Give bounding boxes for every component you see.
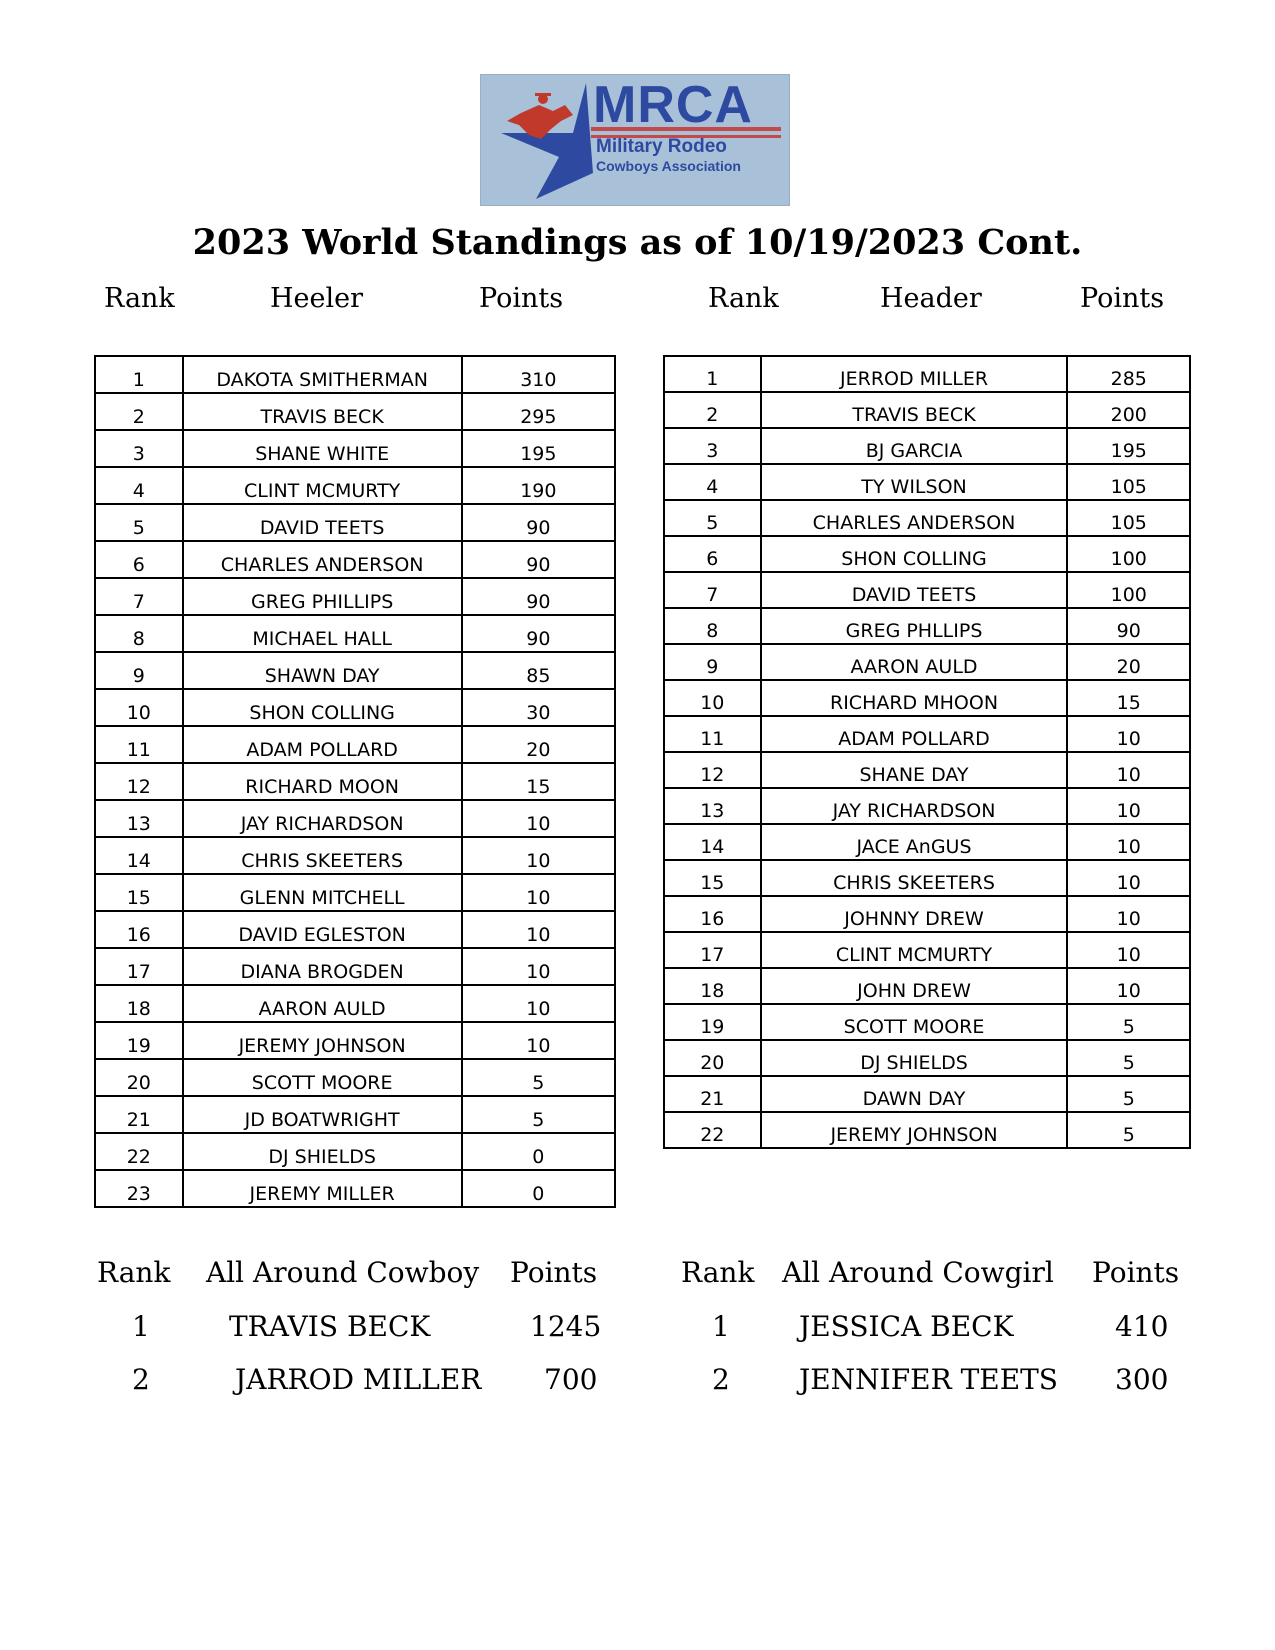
header-points-cell: 105 xyxy=(1067,500,1190,536)
header-points-cell: 10 xyxy=(1067,968,1190,1004)
heeler-rank-cell: 12 xyxy=(95,763,183,800)
header-points-cell: 10 xyxy=(1067,716,1190,752)
header-name-cell: BJ GARCIA xyxy=(761,428,1068,464)
logo-line-1: Military Rodeo xyxy=(596,136,727,157)
heeler-name-cell: AARON AULD xyxy=(183,985,462,1022)
table-row xyxy=(664,1004,1190,1040)
heeler-name-cell: GREG PHILLIPS xyxy=(183,578,462,615)
heeler-rank-cell: 15 xyxy=(95,874,183,911)
header-rank-cell: 21 xyxy=(664,1076,761,1112)
header-name-cell: SHON COLLING xyxy=(761,536,1068,572)
table-row xyxy=(95,430,615,467)
heeler-points-cell: 10 xyxy=(462,874,615,911)
heeler-points-cell: 0 xyxy=(462,1133,615,1170)
heeler-name-cell: SHON COLLING xyxy=(183,689,462,726)
header-name-cell: JOHN DREW xyxy=(761,968,1068,1004)
cowboy-name: TRAVIS BECK xyxy=(229,1310,431,1343)
header-rank-cell: 6 xyxy=(664,536,761,572)
table-row xyxy=(664,572,1190,608)
header-points-cell: 10 xyxy=(1067,824,1190,860)
cowgirl-rank: 2 xyxy=(712,1363,730,1396)
header-rank-cell: 22 xyxy=(664,1112,761,1148)
header-rank-cell: 19 xyxy=(664,1004,761,1040)
table-row xyxy=(95,948,615,985)
heeler-rank-cell: 10 xyxy=(95,689,183,726)
heeler-table xyxy=(94,355,616,1208)
header-name-cell: JERROD MILLER xyxy=(761,356,1068,392)
heeler-points-cell: 10 xyxy=(462,985,615,1022)
heeler-name-cell: SHANE WHITE xyxy=(183,430,462,467)
header-rank-cell: 2 xyxy=(664,392,761,428)
heeler-points-header: Points xyxy=(479,283,564,314)
table-row xyxy=(664,536,1190,572)
heeler-points-cell: 20 xyxy=(462,726,615,763)
table-row xyxy=(95,541,615,578)
header-rank-cell: 18 xyxy=(664,968,761,1004)
cowboy-name: JARROD MILLER xyxy=(235,1363,482,1396)
cowgirl-name: JENNIFER TEETS xyxy=(799,1363,1058,1396)
table-row xyxy=(95,1133,615,1170)
header-points-cell: 10 xyxy=(1067,860,1190,896)
heeler-points-cell: 5 xyxy=(462,1059,615,1096)
heeler-points-cell: 0 xyxy=(462,1170,615,1207)
header-name-cell: CLINT MCMURTY xyxy=(761,932,1068,968)
heeler-points-cell: 10 xyxy=(462,837,615,874)
heeler-rank-header: Rank xyxy=(104,283,175,314)
table-row xyxy=(664,788,1190,824)
table-row xyxy=(95,1096,615,1133)
heeler-rank-cell: 4 xyxy=(95,467,183,504)
table-row xyxy=(664,464,1190,500)
header-points-cell: 200 xyxy=(1067,392,1190,428)
cowboy-name-header: All Around Cowboy xyxy=(206,1256,480,1289)
cowgirl-points: 300 xyxy=(1115,1363,1169,1396)
header-name-cell: JOHNNY DREW xyxy=(761,896,1068,932)
heeler-name-cell: CHRIS SKEETERS xyxy=(183,837,462,874)
cowboy-points: 1245 xyxy=(530,1310,602,1343)
header-rank-cell: 14 xyxy=(664,824,761,860)
heeler-name-cell: SHAWN DAY xyxy=(183,652,462,689)
table-row xyxy=(95,1059,615,1096)
header-points-cell: 90 xyxy=(1067,608,1190,644)
heeler-rank-cell: 19 xyxy=(95,1022,183,1059)
heeler-points-cell: 190 xyxy=(462,467,615,504)
heeler-points-cell: 5 xyxy=(462,1096,615,1133)
header-points-cell: 285 xyxy=(1067,356,1190,392)
table-row xyxy=(664,500,1190,536)
header-name-cell: ADAM POLLARD xyxy=(761,716,1068,752)
cowboy-rank: 2 xyxy=(132,1363,150,1396)
table-row xyxy=(95,1022,615,1059)
header-name-cell: JEREMY JOHNSON xyxy=(761,1112,1068,1148)
heeler-name-header: Heeler xyxy=(270,283,364,314)
heeler-rank-cell: 7 xyxy=(95,578,183,615)
table-row xyxy=(664,860,1190,896)
header-rank-cell: 1 xyxy=(664,356,761,392)
header-rank-cell: 8 xyxy=(664,608,761,644)
heeler-rank-cell: 1 xyxy=(95,356,183,393)
table-row xyxy=(95,393,615,430)
heeler-rank-cell: 6 xyxy=(95,541,183,578)
cowgirl-points: 410 xyxy=(1115,1310,1169,1343)
header-rank-cell: 15 xyxy=(664,860,761,896)
heeler-name-cell: RICHARD MOON xyxy=(183,763,462,800)
table-row xyxy=(95,1170,615,1207)
heeler-points-cell: 310 xyxy=(462,356,615,393)
cowgirl-name: JESSICA BECK xyxy=(799,1310,1014,1343)
header-name-header: Header xyxy=(880,283,982,314)
table-row xyxy=(664,716,1190,752)
heeler-points-cell: 10 xyxy=(462,1022,615,1059)
header-points-cell: 105 xyxy=(1067,464,1190,500)
heeler-rank-cell: 3 xyxy=(95,430,183,467)
header-rank-cell: 17 xyxy=(664,932,761,968)
logo-line-2: Cowboys Association xyxy=(596,158,741,174)
header-name-cell: SHANE DAY xyxy=(761,752,1068,788)
header-points-cell: 10 xyxy=(1067,932,1190,968)
table-row xyxy=(664,932,1190,968)
heeler-name-cell: DAKOTA SMITHERMAN xyxy=(183,356,462,393)
table-row xyxy=(95,689,615,726)
heeler-points-cell: 295 xyxy=(462,393,615,430)
header-rank-cell: 4 xyxy=(664,464,761,500)
header-rank-header: Rank xyxy=(708,283,779,314)
heeler-rank-cell: 21 xyxy=(95,1096,183,1133)
heeler-name-cell: TRAVIS BECK xyxy=(183,393,462,430)
header-name-cell: CHRIS SKEETERS xyxy=(761,860,1068,896)
table-row xyxy=(664,752,1190,788)
cowboy-points: 700 xyxy=(544,1363,598,1396)
header-rank-cell: 16 xyxy=(664,896,761,932)
table-row xyxy=(664,1040,1190,1076)
table-row xyxy=(664,644,1190,680)
heeler-name-cell: JD BOATWRIGHT xyxy=(183,1096,462,1133)
header-points-cell: 5 xyxy=(1067,1040,1190,1076)
table-row xyxy=(664,608,1190,644)
header-name-cell: SCOTT MOORE xyxy=(761,1004,1068,1040)
table-row xyxy=(95,615,615,652)
heeler-name-cell: SCOTT MOORE xyxy=(183,1059,462,1096)
header-rank-cell: 13 xyxy=(664,788,761,824)
header-name-cell: DAWN DAY xyxy=(761,1076,1068,1112)
table-row xyxy=(95,837,615,874)
cowgirl-name-header: All Around Cowgirl xyxy=(782,1256,1054,1289)
cowboy-rank-header: Rank xyxy=(97,1256,171,1289)
heeler-rank-cell: 23 xyxy=(95,1170,183,1207)
table-row xyxy=(95,985,615,1022)
heeler-points-cell: 10 xyxy=(462,911,615,948)
header-points-cell: 5 xyxy=(1067,1004,1190,1040)
header-name-cell: GREG PHLLIPS xyxy=(761,608,1068,644)
header-rank-cell: 11 xyxy=(664,716,761,752)
table-row xyxy=(95,652,615,689)
header-name-cell: RICHARD MHOON xyxy=(761,680,1068,716)
heeler-points-cell: 15 xyxy=(462,763,615,800)
header-points-cell: 5 xyxy=(1067,1076,1190,1112)
heeler-rank-cell: 14 xyxy=(95,837,183,874)
header-points-cell: 10 xyxy=(1067,896,1190,932)
heeler-name-cell: GLENN MITCHELL xyxy=(183,874,462,911)
page-title: 2023 World Standings as of 10/19/2023 Cont. xyxy=(192,222,1083,263)
header-rank-cell: 9 xyxy=(664,644,761,680)
heeler-rank-cell: 16 xyxy=(95,911,183,948)
heeler-points-cell: 90 xyxy=(462,541,615,578)
table-row xyxy=(664,356,1190,392)
heeler-points-cell: 90 xyxy=(462,615,615,652)
header-points-cell: 10 xyxy=(1067,788,1190,824)
heeler-rank-cell: 18 xyxy=(95,985,183,1022)
heeler-points-cell: 10 xyxy=(462,948,615,985)
cowboy-rank: 1 xyxy=(132,1310,150,1343)
header-name-cell: TY WILSON xyxy=(761,464,1068,500)
table-row xyxy=(664,680,1190,716)
heeler-rank-cell: 20 xyxy=(95,1059,183,1096)
heeler-name-cell: JEREMY JOHNSON xyxy=(183,1022,462,1059)
heeler-name-cell: DAVID TEETS xyxy=(183,504,462,541)
heeler-name-cell: ADAM POLLARD xyxy=(183,726,462,763)
header-points-cell: 100 xyxy=(1067,536,1190,572)
header-rank-cell: 12 xyxy=(664,752,761,788)
header-name-cell: AARON AULD xyxy=(761,644,1068,680)
header-points-cell: 10 xyxy=(1067,752,1190,788)
heeler-rank-cell: 2 xyxy=(95,393,183,430)
table-row xyxy=(95,504,615,541)
table-row xyxy=(664,968,1190,1004)
table-row xyxy=(95,874,615,911)
heeler-rank-cell: 13 xyxy=(95,800,183,837)
table-row xyxy=(664,428,1190,464)
table-row xyxy=(95,578,615,615)
heeler-name-cell: CLINT MCMURTY xyxy=(183,467,462,504)
table-row xyxy=(664,896,1190,932)
table-row xyxy=(95,356,615,393)
heeler-points-cell: 90 xyxy=(462,578,615,615)
table-row xyxy=(95,726,615,763)
header-points-cell: 20 xyxy=(1067,644,1190,680)
heeler-name-cell: CHARLES ANDERSON xyxy=(183,541,462,578)
heeler-rank-cell: 17 xyxy=(95,948,183,985)
table-row xyxy=(664,392,1190,428)
cowgirl-rank: 1 xyxy=(712,1310,730,1343)
table-row xyxy=(95,467,615,504)
table-row xyxy=(95,911,615,948)
header-points-cell: 5 xyxy=(1067,1112,1190,1148)
heeler-rank-cell: 8 xyxy=(95,615,183,652)
header-name-cell: DAVID TEETS xyxy=(761,572,1068,608)
heeler-rank-cell: 5 xyxy=(95,504,183,541)
header-name-cell: CHARLES ANDERSON xyxy=(761,500,1068,536)
logo-abbr: MRCA xyxy=(593,76,753,134)
header-rank-cell: 20 xyxy=(664,1040,761,1076)
header-rank-cell: 3 xyxy=(664,428,761,464)
table-row xyxy=(664,1076,1190,1112)
header-rank-cell: 5 xyxy=(664,500,761,536)
header-name-cell: JACE AnGUS xyxy=(761,824,1068,860)
header-name-cell: TRAVIS BECK xyxy=(761,392,1068,428)
heeler-rank-cell: 22 xyxy=(95,1133,183,1170)
heeler-rank-cell: 9 xyxy=(95,652,183,689)
heeler-points-cell: 90 xyxy=(462,504,615,541)
table-row xyxy=(95,800,615,837)
heeler-name-cell: MICHAEL HALL xyxy=(183,615,462,652)
cowgirl-rank-header: Rank xyxy=(681,1256,755,1289)
heeler-name-cell: DJ SHIELDS xyxy=(183,1133,462,1170)
heeler-name-cell: JEREMY MILLER xyxy=(183,1170,462,1207)
table-row xyxy=(664,824,1190,860)
header-rank-cell: 7 xyxy=(664,572,761,608)
header-points-cell: 100 xyxy=(1067,572,1190,608)
cowgirl-points-header: Points xyxy=(1092,1256,1180,1289)
header-rank-cell: 10 xyxy=(664,680,761,716)
heeler-points-cell: 10 xyxy=(462,800,615,837)
mrca-logo xyxy=(480,74,790,206)
heeler-name-cell: DIANA BROGDEN xyxy=(183,948,462,985)
heeler-name-cell: DAVID EGLESTON xyxy=(183,911,462,948)
heeler-points-cell: 30 xyxy=(462,689,615,726)
table-row xyxy=(664,1112,1190,1148)
header-table xyxy=(663,355,1191,1149)
header-name-cell: JAY RICHARDSON xyxy=(761,788,1068,824)
header-points-header: Points xyxy=(1080,283,1165,314)
header-name-cell: DJ SHIELDS xyxy=(761,1040,1068,1076)
header-points-cell: 15 xyxy=(1067,680,1190,716)
heeler-points-cell: 85 xyxy=(462,652,615,689)
heeler-rank-cell: 11 xyxy=(95,726,183,763)
cowboy-points-header: Points xyxy=(510,1256,598,1289)
header-points-cell: 195 xyxy=(1067,428,1190,464)
heeler-points-cell: 195 xyxy=(462,430,615,467)
table-row xyxy=(95,763,615,800)
heeler-name-cell: JAY RICHARDSON xyxy=(183,800,462,837)
